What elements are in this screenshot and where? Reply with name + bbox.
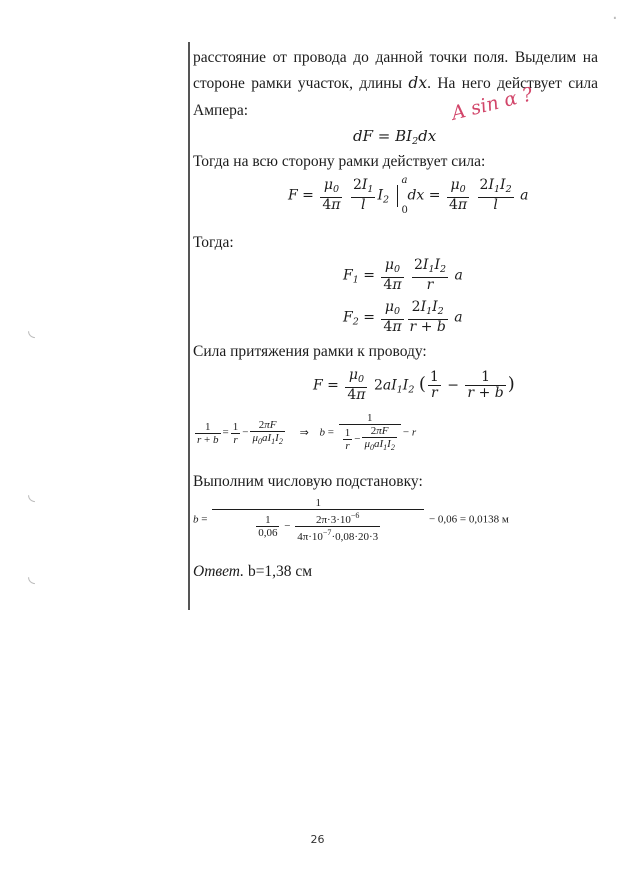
scan-mark-left-1: ◟	[28, 320, 35, 341]
paragraph-line-3: Ампера:	[193, 102, 249, 119]
answer-label: Ответ.	[193, 563, 245, 580]
paragraph-line-2-a: стороне рамки участок, длины	[193, 75, 409, 92]
formula-f2: $F_2$ = $\frac{\mu_0}{4\pi}$ $\frac{2I_1I_2}{r + b}$ a	[343, 299, 463, 335]
answer	[193, 562, 312, 582]
paragraph-line-2-b: . На него действует сила	[427, 75, 598, 92]
scan-mark-top: ·	[612, 8, 618, 29]
page-number: 26	[310, 833, 325, 846]
answer-value: b=1,38 см	[244, 563, 313, 580]
formula-side-force: F = $\frac{\mu_0}{4\pi}$ $\frac{2I_1}{l}$ $I_2$ a 0 dx = $\frac{\mu_0}{4\pi}$ $\frac{2I_1I_2}{l}$ a	[288, 174, 529, 216]
handwritten-note: A sin α ?	[449, 83, 536, 125]
formula-f1: $F_1$ = $\frac{\mu_0}{4\pi}$ $\frac{2I_1I_2}{r}$ a	[343, 257, 463, 293]
numeric-result: − 0,06 = 0,0138 м	[428, 513, 509, 526]
scan-mark-left-3: ◟	[28, 566, 35, 587]
formula-attraction: F = $\frac{\mu_0}{4\pi}$ $2aI_1I_2$ ( $\frac{1}{r}$ − $\frac{1}{r + b}$ )	[313, 367, 515, 403]
paragraph-2: Тогда на всю сторону рамки действует сила:	[193, 153, 486, 170]
var-dx: dx	[408, 74, 428, 92]
formula-solve-for-b: $\frac{1}{r + b}$ = $\frac{1}{r}$ − $\frac{2\pi F}{\mu_0aI_1I_2}$ ⇒ b = 1 $\frac{1}{r}$ − $\frac{2\pi F}{\mu_0aI_1I_2}$ − r	[197, 412, 417, 452]
margin-line	[188, 42, 190, 610]
scan-mark-left-2: ◟	[28, 484, 35, 505]
formula-numeric: b = 1 $\frac{1}{0,06}$ − $\frac{2\pi\cdot 3\cdot 10^{-6}}{4\pi\cdot 10^{-7}\cdot 0,08\cdot 20\cdot 3}$ − 0,06 = 0,0138 м	[193, 497, 509, 543]
paragraph-4: Сила притяжения рамки к проводу:	[193, 343, 427, 360]
formula-ampere: dF = $BI_2dx$	[353, 127, 437, 147]
paragraph-5: Выполним числовую подстановку:	[193, 473, 423, 490]
paragraph-line-2	[193, 73, 598, 94]
paragraph-line-1: расстояние от провода до данной точки поля. Выделим на	[193, 49, 598, 66]
paragraph-3: Тогда:	[193, 234, 234, 251]
